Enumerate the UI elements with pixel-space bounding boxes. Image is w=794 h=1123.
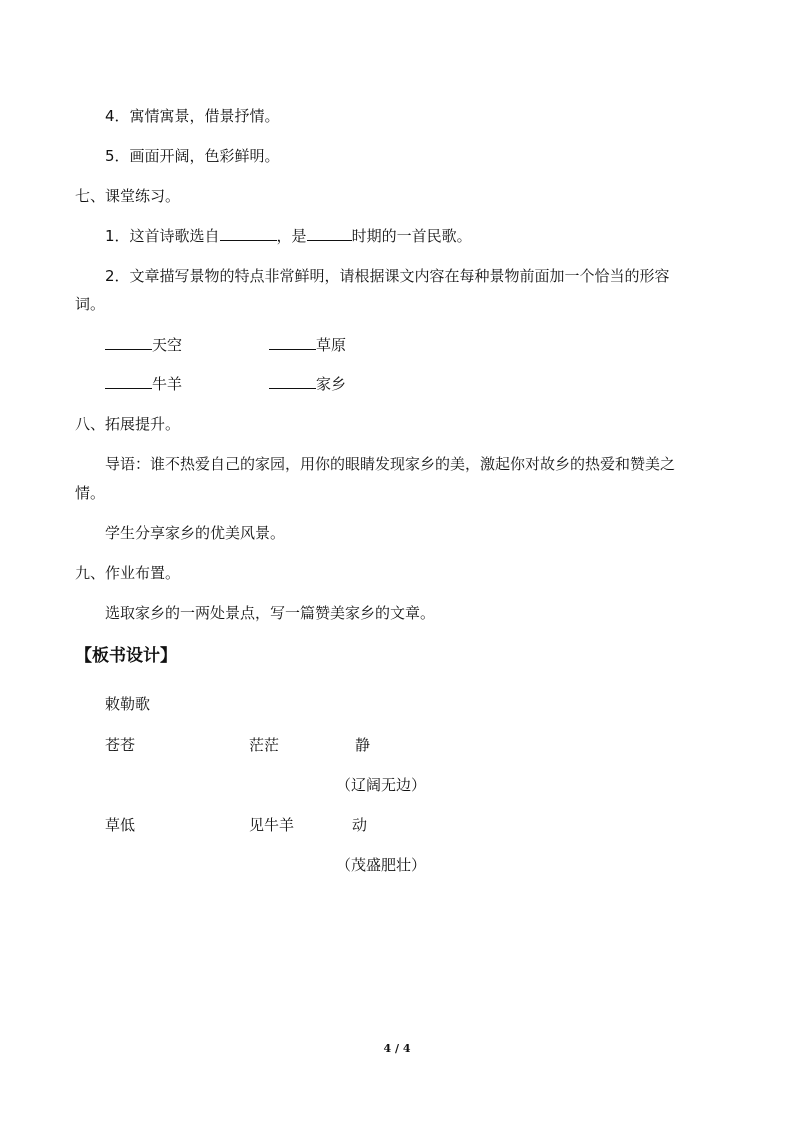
summary-point-4: 4．寓情寓景，借景抒情。: [105, 107, 280, 125]
fill-label: 草原: [316, 336, 347, 354]
section-7-heading: 七、课堂练习。: [75, 187, 181, 205]
board-row1-col3: 静: [355, 736, 371, 754]
fill-item-hometown: [269, 374, 346, 394]
q1-blank-source: [220, 226, 277, 241]
board-note-2: （茂盛肥壮）: [336, 856, 427, 874]
fill-label: 家乡: [316, 375, 347, 393]
fill-item-cattle: [105, 374, 182, 394]
fill-label: 天空: [152, 336, 183, 354]
fill-blank: [105, 335, 152, 350]
fill-label: 牛羊: [152, 375, 183, 393]
guide-text-cont: 情。: [75, 484, 106, 502]
q1-blank-period: [307, 226, 352, 241]
page-number: 4 / 4: [383, 1042, 411, 1055]
fill-blank: [269, 335, 316, 350]
board-row2-col2: 见牛羊: [249, 816, 295, 834]
exercise-question-1: [105, 226, 472, 246]
homework-text: 选取家乡的一两处景点，写一篇赞美家乡的文章。: [105, 604, 436, 622]
exercise-question-2: 2．文章描写景物的特点非常鲜明，请根据课文内容在每种景物前面加一个恰当的形容: [105, 267, 670, 285]
board-row2-col3: 动: [352, 816, 368, 834]
board-row2-col1: 草低: [105, 816, 136, 834]
section-9-heading: 九、作业布置。: [75, 564, 181, 582]
exercise-question-2-cont: 词。: [75, 295, 106, 313]
fill-item-sky: [105, 335, 182, 355]
board-design-heading: 【板书设计】: [75, 646, 177, 666]
guide-text: 导语：谁不热爱自己的家园，用你的眼睛发现家乡的美，激起你对故乡的热爱和赞美之: [105, 455, 676, 473]
fill-blank: [105, 374, 152, 389]
summary-point-5: 5．画面开阔，色彩鲜明。: [105, 147, 280, 165]
q1-part-b: ，是: [276, 227, 307, 245]
fill-item-grassland: [269, 335, 346, 355]
share-text: 学生分享家乡的优美风景。: [105, 524, 286, 542]
section-8-heading: 八、拓展提升。: [75, 415, 181, 433]
board-note-1: （辽阔无边）: [336, 776, 427, 794]
q1-part-c: 时期的一首民歌。: [351, 227, 472, 245]
board-poem-title: 敕勒歌: [105, 695, 151, 713]
fill-blank: [269, 374, 316, 389]
board-row1-col2: 茫茫: [249, 736, 280, 754]
board-row1-col1: 苍苍: [105, 736, 136, 754]
q1-part-a: 1．这首诗歌选自: [105, 227, 220, 245]
